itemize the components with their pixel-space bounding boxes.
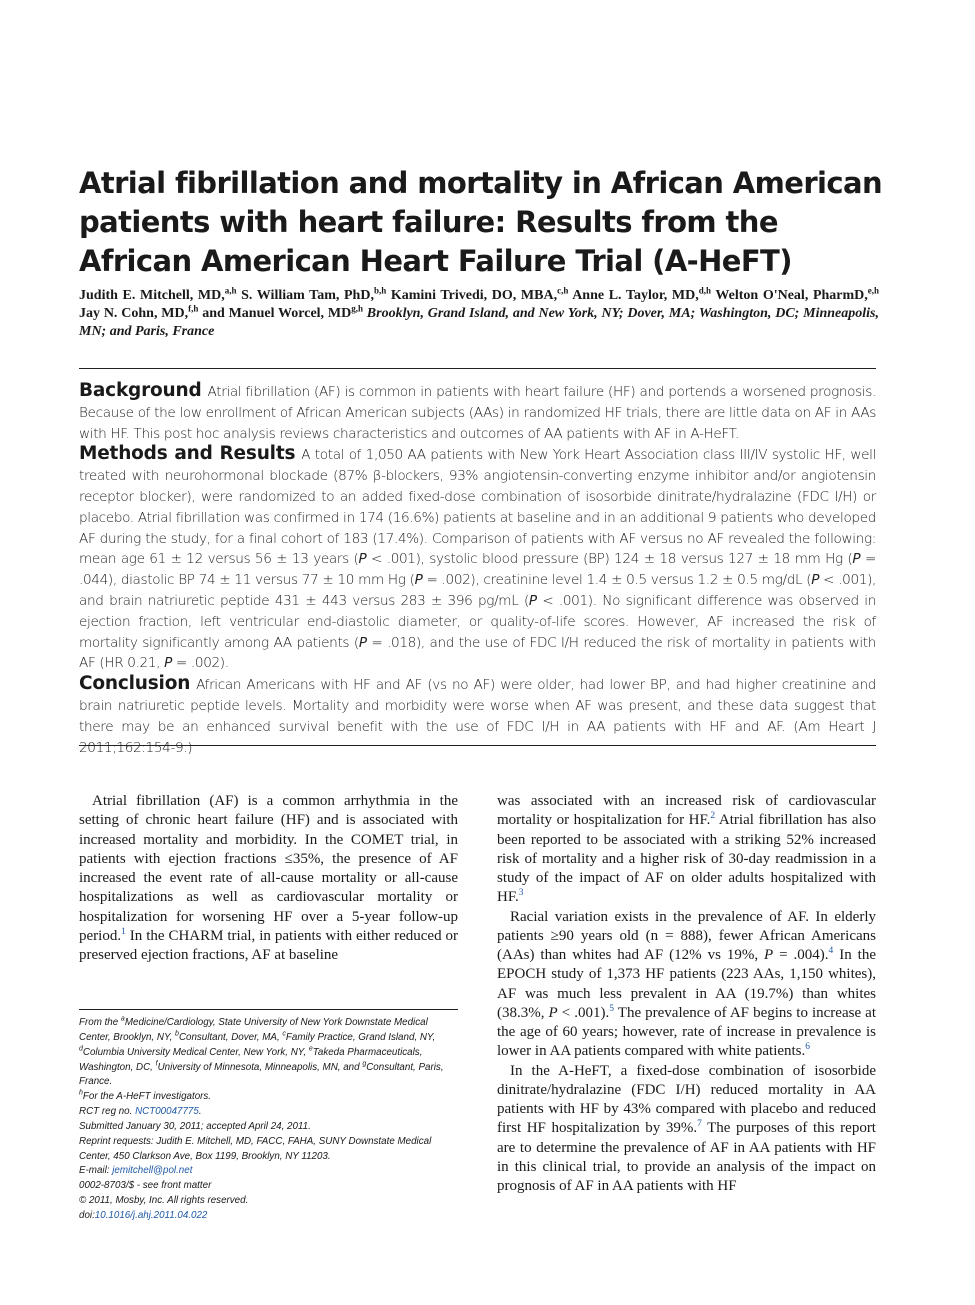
reference-link[interactable]: 7: [697, 1119, 702, 1130]
abstract-text: Atrial fibrillation (AF) is common in patients with heart failure (HF) and portends a worsened prognosis. Because of the low enrollment of African American subjects (AAs) in randomized HF trials, there are little data on AF in AAs with HF. This post hoc analysis reviews characteristics and outcomes of AA patients with AF in A-HeFT.: [79, 384, 876, 442]
p-value-symbol: P: [764, 947, 774, 963]
abstract-top-rule: [79, 368, 876, 369]
abstract-heading-background: Background: [79, 380, 202, 401]
p-value-symbol: P: [164, 655, 172, 672]
abstract-text: = .044), diastolic BP 74 ± 11 versus 77 ± 10 mm Hg (: [79, 551, 876, 589]
footnote-reprint: Reprint requests: Judith E. Mitchell, MD, FACC, FAHA, SUNY Downstate Medical Center, 450 Clarkson Ave, Box 1199, Brooklyn, NY 11203.: [79, 1135, 432, 1162]
p-value-symbol: P: [414, 572, 423, 589]
affiliation-marker: d: [79, 1045, 83, 1053]
body-column-left: [79, 792, 458, 965]
affiliation-marker: g: [362, 1060, 367, 1068]
abstract-methods: [79, 444, 876, 674]
reference-link[interactable]: 2: [710, 811, 716, 822]
body-column-right: [497, 792, 876, 1196]
author-name: Kamini Trivedi, DO, MBA,: [390, 288, 558, 303]
abstract-text: < .001), systolic blood pressure (BP) 124 ± 18 versus 127 ± 18 mm Hg (: [366, 551, 853, 568]
email-link[interactable]: jemitchell@pol.net: [112, 1165, 193, 1177]
p-value-symbol: P: [358, 634, 367, 651]
author-affiliation-marker: f,h: [188, 303, 199, 314]
author-affiliation-marker: c,h: [557, 285, 569, 296]
reference-link[interactable]: 5: [609, 1003, 615, 1014]
abstract-heading-methods: Methods and Results: [79, 443, 296, 465]
author-name: Judith E. Mitchell, MD,: [79, 288, 225, 303]
body-text: Racial variation exists in the prevalence of AF. In elderly patients ≥90 years old (n = 888), fewer African Americans (AAs) than whites had AF (12% vs 19%,: [497, 908, 876, 963]
reference-link[interactable]: 4: [828, 946, 834, 956]
affiliation-text: Consultant, Dover, MA,: [178, 1031, 283, 1043]
reference-link[interactable]: 1: [121, 926, 126, 937]
affiliation-text: Takeda Pharmaceuticals, Washington, DC,: [79, 1046, 423, 1073]
footnote-text: E-mail:: [79, 1165, 113, 1177]
footnote-affiliations: [79, 1016, 458, 1090]
p-value-symbol: P: [358, 551, 367, 568]
abstract: [79, 381, 876, 758]
abstract-text: = .018), and the use of FDC I/H reduced the risk of mortality in patients with AF (HR 0.21,: [79, 634, 877, 672]
affiliation-marker: a: [120, 1015, 125, 1023]
author-name: Anne L. Taylor, MD,: [572, 288, 699, 303]
abstract-text: African Americans with HF and AF (vs no AF) were older, had lower BP, and had higher creatinine and brain natriuretic peptide levels. Mortality and morbidity were worse when AF was present, and these data suggest that there may be an enhanced survival benefit with the use of FDC I/H in AA patients with HF and AF. (Am Heart J 2011;162:154-9.): [79, 677, 876, 756]
author-name: and Manuel Worcel, MD: [202, 306, 352, 321]
footnote-text: doi:: [79, 1209, 95, 1221]
body-text: Atrial fibrillation has also been reported to be associated with a striking 52% increased risk of mortality and a higher risk of 30-day readmission in a study of the impact of AF on older adults hospitalized with HF.: [497, 812, 876, 906]
author-locations: Brooklyn, Grand Island, and New York, NY; Dover, MA; Washington, DC; Minneapolis, MN; and Paris, France: [79, 306, 879, 339]
footnote-text: For the A-HeFT investigators.: [82, 1091, 212, 1103]
article-title: Atrial fibrillation and mortality in African American patients with heart failure: Results from the African American Heart Failure Trial (A-HeFT): [79, 166, 882, 278]
footnote-issn: 0002-8703/$ - see front matter: [79, 1180, 212, 1192]
footnote-copyright: © 2011, Mosby, Inc. All rights reserved.: [79, 1195, 249, 1207]
author-name: S. William Tam, PhD,: [241, 288, 374, 303]
body-text: < .001).: [557, 1004, 610, 1021]
abstract-bottom-rule: [79, 745, 876, 746]
p-value-symbol: P: [528, 592, 537, 609]
affiliation-text: Columbia University Medical Center, New York, NY,: [82, 1046, 309, 1058]
abstract-text: A total of 1,050 AA patients with New York Heart Association class III/IV systolic HF, well treated with neurohormonal blockade (87% β-blockers, 93% angiotensin-converting enzyme inhibitor and/or angiotensin receptor blocker), were randomized to an added fixed-dose combination of isosorbide dinitrate/hydralazine (FDC I/H) or placebo. Atrial fibrillation was confirmed in 174 (16.6%) patients at baseline and in an additional 9 patients who developed AF during the study, for a final cohort of 183 (17.4%). Comparison of patients with AF versus no AF revealed the following: mean age 61 ± 12 versus 56 ± 13 years (: [79, 447, 876, 568]
affiliation-marker: b: [175, 1030, 179, 1038]
footnote-text: From the: [79, 1017, 121, 1028]
abstract-text: = .002).: [171, 655, 229, 672]
affiliation-text: University of Minnesota, Minneapolis, MN, and: [157, 1061, 363, 1073]
body-text: In the A-HeFT, a fixed-dose combination of isosorbide dinitrate/hydralazine (FDC I/H) reduced mortality in AA patients with HF by 43% compared with placebo and reduced first HF hospitalization by 39%.: [497, 1062, 876, 1137]
rct-registry-link[interactable]: NCT00047775: [135, 1106, 199, 1118]
abstract-text: < .001). No significant difference was observed in ejection fraction, left ventricular end-diastolic diameter, or quality-of-life scores. However, AF increased the risk of mortality significantly among AA patients (: [79, 592, 876, 651]
abstract-heading-conclusion: Conclusion: [79, 673, 191, 695]
body-paragraph: [79, 792, 458, 965]
footnote-submitted: Submitted January 30, 2011; accepted April 24, 2011.: [79, 1120, 311, 1132]
author-affiliation-marker: g,h: [351, 303, 363, 314]
abstract-text: = .002), creatinine level 1.4 ± 0.5 versus 1.2 ± 0.5 mg/dL (: [422, 572, 812, 589]
author-affiliation-marker: d,h: [698, 285, 712, 296]
affiliation-text: Consultant, Paris, France.: [79, 1061, 444, 1088]
affiliation-marker: f: [155, 1060, 158, 1068]
abstract-background: [79, 381, 876, 444]
author-name: Welton O'Neal, PharmD,: [715, 288, 868, 303]
footnote-rct: [79, 1105, 458, 1120]
affiliation-marker: h: [79, 1089, 83, 1097]
author-affiliation-marker: a,h: [224, 285, 237, 296]
footnote-rule: [79, 1009, 458, 1010]
body-text: The purposes of this report are to determine the prevalence of AF in AA patients with HF in this clinical trial, to provide an analysis of the impact on prognosis of AF in AA patients with HF: [497, 1120, 876, 1194]
footnote-investigators: [79, 1090, 458, 1105]
body-text: was associated with an increased risk of cardiovascular mortality or hospitalization for HF.: [497, 793, 876, 829]
body-text: In the EPOCH study of 1,373 HF patients (223 AAs, 1,150 whites), AF was much less prevalent in AA (19.7%) than whites (38.3%,: [497, 947, 876, 1021]
body-text: The prevalence of AF begins to increase at the age of 60 years; however, rate of increase in prevalence is lower in AA patients compared with white patients.: [497, 1004, 876, 1060]
author-list: [79, 287, 879, 341]
author-affiliation-marker: e,h: [867, 285, 880, 296]
reference-link[interactable]: 3: [518, 888, 524, 899]
p-value-symbol: P: [548, 1004, 558, 1021]
author-name: Jay N. Cohn, MD,: [79, 306, 189, 321]
body-text: = .004).: [773, 947, 829, 963]
footnote-text: RCT reg no.: [79, 1106, 136, 1118]
footnotes: [79, 1016, 458, 1224]
affiliation-marker: c: [282, 1030, 286, 1038]
reference-link[interactable]: 6: [805, 1042, 811, 1053]
body-paragraph: [497, 792, 876, 908]
p-value-symbol: P: [811, 572, 820, 589]
affiliation-text: Medicine/Cardiology, State University of New York Downstate Medical Center, Brooklyn, NY,: [79, 1017, 428, 1043]
body-text: Atrial fibrillation (AF) is a common arrhythmia in the setting of chronic heart failure (HF) and is associated with increased mortality and morbidity. In the COMET trial, in patients with ejection fractions ≤35%, the presence of AF increased the event rate of all-cause mortality or all-cause hospitalizations as well as cardiovascular mortality or hospitalization for worsening HF over a 5-year follow-up period.: [79, 793, 458, 944]
affiliation-text: Family Practice, Grand Island, NY,: [285, 1031, 436, 1043]
body-paragraph: [497, 908, 876, 1062]
footnote-email: [79, 1164, 458, 1179]
body-paragraph: [497, 1062, 876, 1197]
affiliation-marker: e: [308, 1045, 313, 1053]
p-value-symbol: P: [852, 551, 861, 568]
doi-link[interactable]: 10.1016/j.ahj.2011.04.022: [94, 1209, 208, 1221]
abstract-text: < .001), and brain natriuretic peptide 431 ± 443 versus 283 ± 396 pg/mL (: [79, 572, 876, 609]
footnote-text: .: [198, 1106, 202, 1118]
footnote-doi: [79, 1209, 458, 1224]
author-affiliation-marker: b,h: [373, 285, 387, 296]
body-text: In the CHARM trial, in patients with either reduced or preserved ejection fractions, AF at baseline: [79, 927, 458, 963]
